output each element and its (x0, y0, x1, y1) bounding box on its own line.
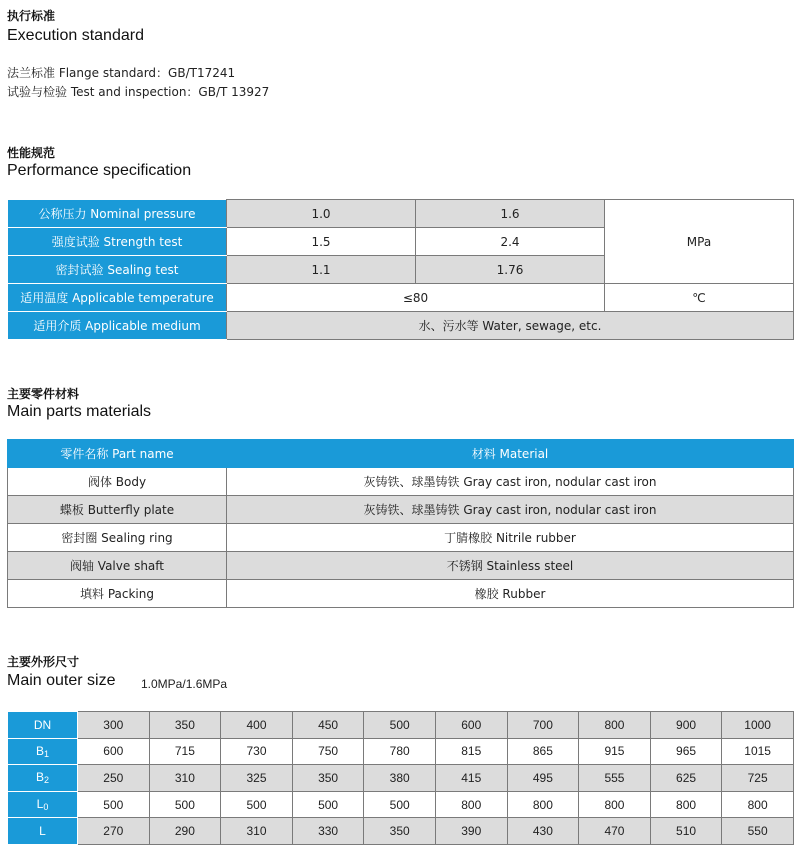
size-value-cell: 500 (78, 791, 150, 818)
size-row-label-text: B (35, 770, 44, 785)
size-value-cell: 700 (507, 712, 579, 739)
size-value-cell: 500 (149, 791, 221, 818)
strength-test-label: 强度试验 Strength test (8, 228, 227, 256)
table-row (8, 496, 794, 524)
size-value-cell: 915 (579, 738, 651, 765)
size-value-cell: 750 (292, 738, 364, 765)
size-value-cell: 815 (435, 738, 507, 765)
size-row-label (8, 738, 78, 765)
size-value-cell: 900 (650, 712, 722, 739)
part-name-header: 零件名称 Part name (8, 440, 227, 468)
table-row (8, 468, 794, 496)
size-row-label (8, 818, 78, 845)
size-value-cell: 290 (149, 818, 221, 845)
size-row-label-subscript: 1 (44, 748, 50, 759)
size-value-cell: 800 (507, 791, 579, 818)
table-row (8, 712, 794, 739)
size-value-cell: 510 (650, 818, 722, 845)
nominal-pressure-value-1: 1.0 (227, 200, 416, 228)
size-value-cell: 725 (722, 765, 794, 792)
material-cell: 灰铸铁、球墨铸铁 Gray cast iron, nodular cast iron (227, 496, 794, 524)
size-value-cell: 450 (292, 712, 364, 739)
size-value-cell: 1015 (722, 738, 794, 765)
strength-test-value-2: 2.4 (416, 228, 605, 256)
part-name-cell: 阀体 Body (8, 468, 227, 496)
size-value-cell: 715 (149, 738, 221, 765)
size-value-cell: 1000 (722, 712, 794, 739)
size-row-label (8, 791, 78, 818)
size-value-cell: 350 (364, 818, 436, 845)
size-value-cell: 400 (221, 712, 293, 739)
size-value-cell: 800 (579, 712, 651, 739)
table-row (8, 524, 794, 552)
material-cell: 丁腈橡胶 Nitrile rubber (227, 524, 794, 552)
execution-title-cn: 执行标准 (7, 9, 56, 23)
table-row (8, 791, 794, 818)
flange-standard-text: 法兰标准 Flange standard：GB/T17241 (7, 66, 236, 80)
sizes-title-cn: 主要外形尺寸 (7, 655, 80, 669)
size-row-label-text: DN (33, 717, 52, 732)
outer-size-table (7, 711, 794, 845)
size-value-cell: 310 (149, 765, 221, 792)
part-name-cell: 蝶板 Butterfly plate (8, 496, 227, 524)
size-value-cell: 310 (221, 818, 293, 845)
part-name-cell: 阀轴 Valve shaft (8, 552, 227, 580)
medium-label: 适用介质 Applicable medium (8, 312, 227, 340)
part-name-cell: 填料 Packing (8, 580, 227, 608)
size-row-label-text: L (39, 824, 46, 839)
size-value-cell: 270 (78, 818, 150, 845)
size-value-cell: 800 (435, 791, 507, 818)
temperature-value: ≤80 (227, 284, 605, 312)
size-value-cell: 865 (507, 738, 579, 765)
part-name-cell: 密封圈 Sealing ring (8, 524, 227, 552)
size-value-cell: 550 (722, 818, 794, 845)
size-value-cell: 390 (435, 818, 507, 845)
material-cell: 橡胶 Rubber (227, 580, 794, 608)
size-value-cell: 730 (221, 738, 293, 765)
table-row (8, 552, 794, 580)
size-value-cell: 500 (364, 791, 436, 818)
size-value-cell: 555 (579, 765, 651, 792)
size-value-cell: 470 (579, 818, 651, 845)
size-value-cell: 500 (292, 791, 364, 818)
size-value-cell: 325 (221, 765, 293, 792)
sealing-test-value-2: 1.76 (416, 256, 605, 284)
sealing-test-value-1: 1.1 (227, 256, 416, 284)
performance-title-cn: 性能规范 (7, 146, 56, 160)
size-value-cell: 600 (435, 712, 507, 739)
size-value-cell: 330 (292, 818, 364, 845)
table-row (8, 818, 794, 845)
table-row (8, 580, 794, 608)
material-header: 材料 Material (227, 440, 794, 468)
size-value-cell: 600 (78, 738, 150, 765)
strength-test-value-1: 1.5 (227, 228, 416, 256)
size-value-cell: 380 (364, 765, 436, 792)
table-row (8, 312, 794, 340)
size-row-label (8, 712, 78, 739)
size-value-cell: 800 (579, 791, 651, 818)
size-value-cell: 415 (435, 765, 507, 792)
size-value-cell: 625 (650, 765, 722, 792)
performance-title-en: Performance specification (7, 162, 192, 179)
size-value-cell: 500 (364, 712, 436, 739)
size-row-label-text: B (35, 743, 44, 758)
table-row (8, 200, 794, 228)
execution-title-en: Execution standard (7, 27, 144, 44)
size-row-label-subscript: 2 (44, 775, 50, 786)
materials-table (7, 439, 794, 608)
size-value-cell: 430 (507, 818, 579, 845)
table-row (8, 284, 794, 312)
size-value-cell: 495 (507, 765, 579, 792)
medium-value: 水、污水等 Water, sewage, etc. (227, 312, 794, 340)
table-row (8, 738, 794, 765)
size-row-label-text: L (36, 797, 44, 812)
size-value-cell: 800 (650, 791, 722, 818)
nominal-pressure-value-2: 1.6 (416, 200, 605, 228)
table-header-row (8, 440, 794, 468)
temperature-unit: ℃ (605, 284, 794, 312)
size-row-label (8, 765, 78, 792)
material-cell: 灰铸铁、球墨铸铁 Gray cast iron, nodular cast iron (227, 468, 794, 496)
size-value-cell: 250 (78, 765, 150, 792)
sealing-test-label: 密封试验 Sealing test (8, 256, 227, 284)
pressure-unit: MPa (605, 200, 794, 284)
size-value-cell: 965 (650, 738, 722, 765)
size-value-cell: 500 (221, 791, 293, 818)
table-row (8, 765, 794, 792)
sizes-pressure-note: 1.0MPa/1.6MPa (141, 677, 228, 691)
size-value-cell: 780 (364, 738, 436, 765)
size-value-cell: 300 (78, 712, 150, 739)
sizes-title-en: Main outer size (7, 672, 116, 689)
size-value-cell: 800 (722, 791, 794, 818)
materials-title-en: Main parts materials (7, 403, 152, 420)
size-value-cell: 350 (292, 765, 364, 792)
materials-title-cn: 主要零件材料 (7, 387, 80, 401)
material-cell: 不锈钢 Stainless steel (227, 552, 794, 580)
size-row-label-subscript: 0 (43, 802, 49, 813)
temperature-label: 适用温度 Applicable temperature (8, 284, 227, 312)
test-inspection-text: 试验与检验 Test and inspection：GB/T 13927 (7, 85, 270, 99)
size-value-cell: 350 (149, 712, 221, 739)
performance-table (7, 199, 794, 340)
nominal-pressure-label: 公称压力 Nominal pressure (8, 200, 227, 228)
